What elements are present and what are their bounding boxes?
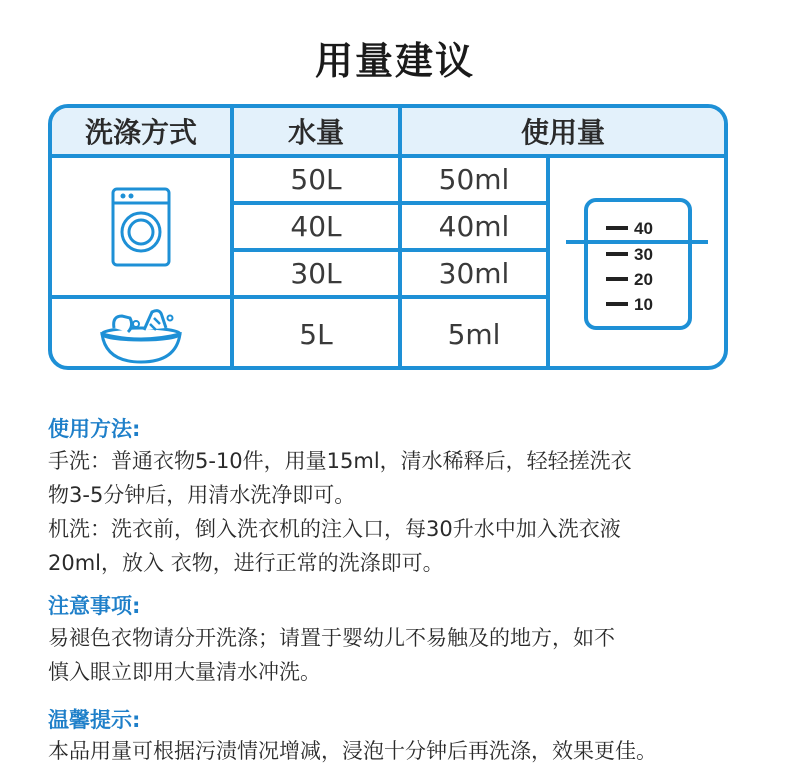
- hand-wash-cell: [52, 299, 230, 370]
- dose-5ml: 5ml: [447, 318, 501, 351]
- dose-50ml: 50ml: [438, 163, 510, 196]
- mark-10: 10: [634, 295, 653, 314]
- dose-40ml: 40ml: [438, 210, 510, 243]
- usage-heading: 使用方法:: [48, 417, 141, 441]
- mark-30: 30: [634, 245, 653, 264]
- hand-wash-line-1: 手洗：普通衣物5-10件，用量15ml，清水稀释后，轻轻搓洗衣: [48, 449, 632, 473]
- machine-wash-line-2: 20ml，放入 衣物，进行正常的洗涤即可。: [48, 551, 444, 575]
- tips-heading: 温馨提示:: [48, 708, 141, 732]
- machine-wash-cell: [52, 158, 230, 295]
- water-50l: 50L: [290, 163, 342, 196]
- notes-text: [48, 621, 748, 689]
- notes-line-1: 易褪色衣物请分开洗涤；请置于婴幼儿不易触及的地方，如不: [48, 626, 615, 650]
- hand-wash-line-2: 物3-5分钟后，用清水洗净即可。: [48, 483, 356, 507]
- dosage-table: [48, 104, 728, 370]
- header-water: 水量: [287, 116, 344, 149]
- tips-text: [48, 734, 778, 768]
- mark-20: 20: [634, 270, 653, 289]
- header-dosage: 使用量: [520, 116, 605, 149]
- water-5l: 5L: [299, 318, 333, 351]
- machine-wash-line-1: 机洗：洗衣前，倒入洗衣机的注入口，每30升水中加入洗衣液: [48, 517, 621, 541]
- page-title: 用量建议: [314, 39, 475, 83]
- water-30l: 30L: [290, 257, 342, 290]
- measuring-cup-cell: [550, 158, 724, 370]
- hand-wash-basin-icon: [96, 304, 186, 366]
- washing-machine-icon: [111, 187, 171, 267]
- notes-heading: 注意事项:: [48, 594, 141, 618]
- hand-wash-instructions: [48, 444, 748, 580]
- notes-line-2: 慎入眼立即用大量清水冲洗。: [48, 660, 321, 684]
- mark-40: 40: [634, 219, 653, 238]
- header-wash-method: 洗涤方式: [84, 116, 197, 149]
- dose-30ml: 30ml: [438, 257, 510, 290]
- measuring-cup-icon: [550, 158, 724, 370]
- water-40l: 40L: [290, 210, 342, 243]
- tips-line-1: 本品用量可根据污渍情况增减，浸泡十分钟后再洗涤，效果更佳。: [48, 739, 657, 763]
